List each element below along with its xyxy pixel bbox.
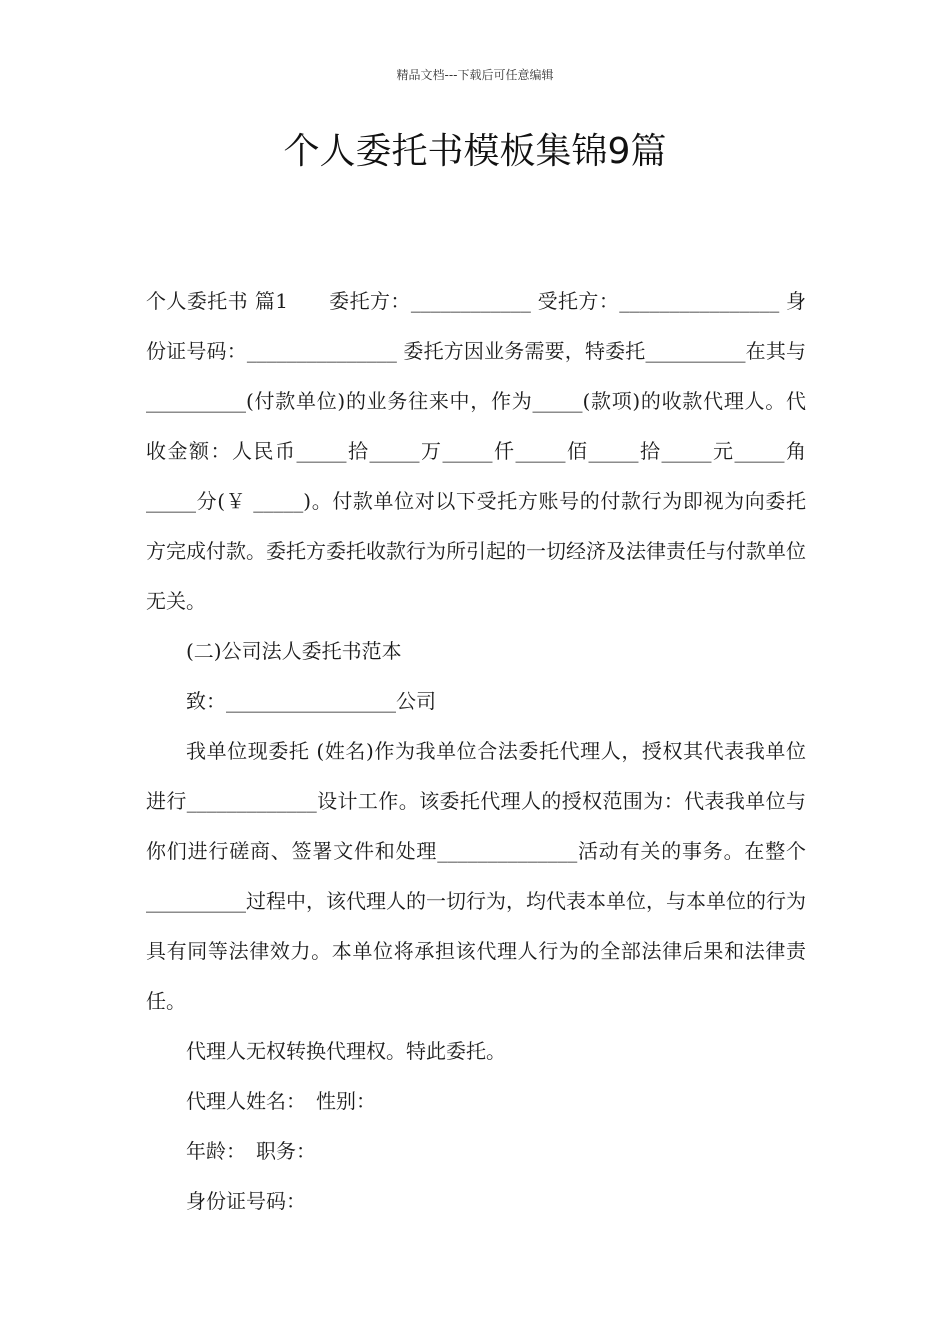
paragraph-addressee: 致：_________________公司 bbox=[186, 689, 436, 713]
field-id-number: 身份证号码： bbox=[186, 1189, 306, 1213]
header-note: 精品文档---下载后可任意编辑 bbox=[396, 68, 554, 82]
paragraph-no-transfer: 代理人无权转换代理权。特此委托。 bbox=[186, 1039, 506, 1063]
document-title: 个人委托书模板集锦9篇 bbox=[283, 131, 667, 172]
field-agent-name-gender: 代理人姓名： 性别： bbox=[186, 1089, 376, 1113]
paragraph-company-authorization: 我单位现委托 (姓名)作为我单位合法委托代理人，授权其代表我单位进行_____________设计工作。该委托代理人的授权范围为：代表我单位与你们进行磋商、签署文件和处理______________活动有关的事务。在整个__________过程中，该代理人的一切行为，均代表本单位，与本单位的行为具有同等法律效力。本单位将承担该代理人行为的全部法律后果和法律责任。 bbox=[146, 739, 806, 1013]
paragraph-personal-authorization: 个人委托书 篇1 委托方：____________ 受托方：________________ 身份证号码：_______________ 委托方因业务需要，特委托__________在其与__________(付款单位)的业务往来中，作为_____(款项)的收款代理人。代收金额：人民币_____拾_____万_____仟_____佰_____拾_____元_____角_____分(￥ _____)。付款单位对以下受托方账号的付款行为即视为向委托方完成付款。委托方委托收款行为所引起的一切经济及法律责任与付款单位无关。 bbox=[146, 289, 806, 613]
field-age-position: 年龄： 职务： bbox=[186, 1139, 316, 1163]
document-body bbox=[146, 276, 806, 1226]
paragraph-section-heading: (二)公司法人委托书范本 bbox=[186, 639, 402, 663]
